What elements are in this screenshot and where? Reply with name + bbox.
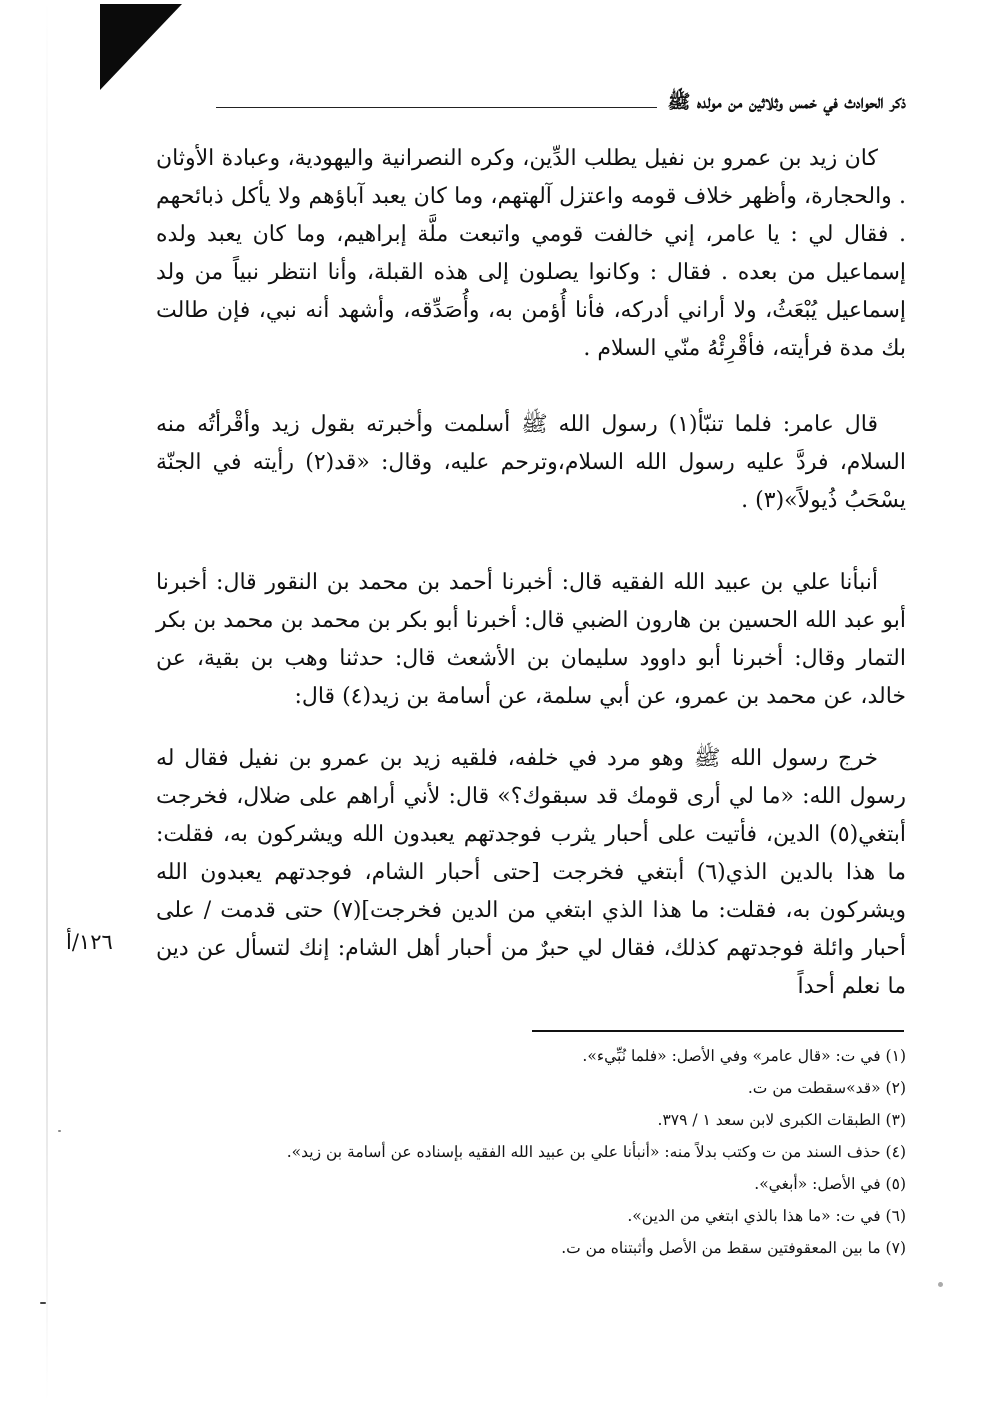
header-rule [216,107,657,108]
scan-speck [40,1302,46,1304]
footnote-4: (٤) حذف السند من ت وكتب بدلاً منه: «أنبأنا علي بن عبيد الله الفقيه بإسناده عن أسامة بن زيد». [286,1143,906,1161]
manuscript-folio-marker: ١٢٦/أ [66,930,113,954]
footnote-5: (٥) في الأصل: «أبغي». [754,1175,906,1193]
footnote-separator [532,1030,904,1032]
body-paragraph-amir: قال عامر: فلما تنبّأ(١) رسول الله ﷺ أسلمت وأخبرته بقول زيد وأقْرأتُه منه السلام، فردَّ عليه رسول الله السلام،وترحم عليه، وقال: «قد(٢) رأيته في الجنّة يسْحَبُ ذُيولاً»(٣) . [156,412,906,513]
footnote-2: (٢) «قد»سقطت من ت. [747,1079,906,1097]
footnote-7: (٧) ما بين المعقوفتين سقط من الأصل وأثبتناه من ت. [561,1239,906,1257]
corner-printer-mark [100,4,182,90]
running-header [216,88,906,120]
footnote-3: (٣) الطبقات الكبرى لابن سعد ١ / ٣٧٩. [657,1111,906,1129]
footnote-6: (٦) في ت: «ما هذا بالذي ابتغي من الدين». [627,1207,906,1225]
running-header-title: ذكر الحوادث في خمس وثلاثين من مولده ﷺ [667,91,906,113]
body-paragraph-zayd: كان زيد بن عمرو بن نفيل يطلب الدِّين، وكره النصرانية واليهودية، وعبادة الأوثان . والحجارة، وأظهر خلاف قومه واعتزل آلهتهم، وما كان يعبد آباؤهم ولا يأكل ذبائحهم . فقال لي : يا عامر، إني خالفت قومي واتبعت ملَّة إبراهيم، وما كان يعبد ولده إسماعيل من بعده . فقال : وكانوا يصلون إلى هذه القبلة، وأنا انتظر نبياً من ولد إسماعيل يُبْعَثُ، ولا أراني أدركه، فأنا أُؤمن به، وأُصَدِّقه، وأشهد أنه نبي، فإن طالت بك مدة فرأيته، فأقْرِئْهُ منّي السلام . [156,146,906,361]
scan-speck [938,1282,943,1287]
body-paragraph-isnad: أنبأنا علي بن عبيد الله الفقيه قال: أخبرنا أحمد بن محمد بن النقور قال: أخبرنا أبو عبد الله الحسين بن هارون الضبي قال: أخبرنا أبو بكر بن محمد بن محمد بن بكر التمار وقال: أخبرنا أبو داوود سليمان بن الأشعث قال: حدثنا وهب بن بقية، عن خالد، عن محمد بن عمرو، عن أبي سلمة، عن أسامة بن زيد(٤) قال: [156,570,906,709]
footnotes-list [220,1040,906,1264]
scan-edge-shadow [46,0,48,1402]
footnote-1: (١) في ت: «قال عامر» وفي الأصل: «فلما نُبِّيء». [582,1047,906,1065]
scan-speck [58,1130,61,1132]
body-paragraph-hadith: خرج رسول الله ﷺ وهو مرد في خلفه، فلقيه زيد بن عمرو بن نفيل فقال له رسول الله: «ما لي أرى قومك قد سبقوك؟» قال: لأني أراهم على ضلال، فخرجت أبتغي(٥) الدين، فأتيت على أحبار يثرب فوجدتهم يعبدون الله ويشركون به، فقلت: ما هذا بالدين الذي(٦) أبتغي فخرجت [حتى أحبار الشام، فوجدتهم يعبدون الله ويشركون به، فقلت: ما هذا الذي ابتغي من الدين فخرجت](٧) حتى قدمت / على أحبار وائلة فوجدتهم كذلك، فقال لي حبرٌ من أحبار أهل الشام: إنك لتسأل عن دين ما نعلم أحداً [156,746,906,999]
